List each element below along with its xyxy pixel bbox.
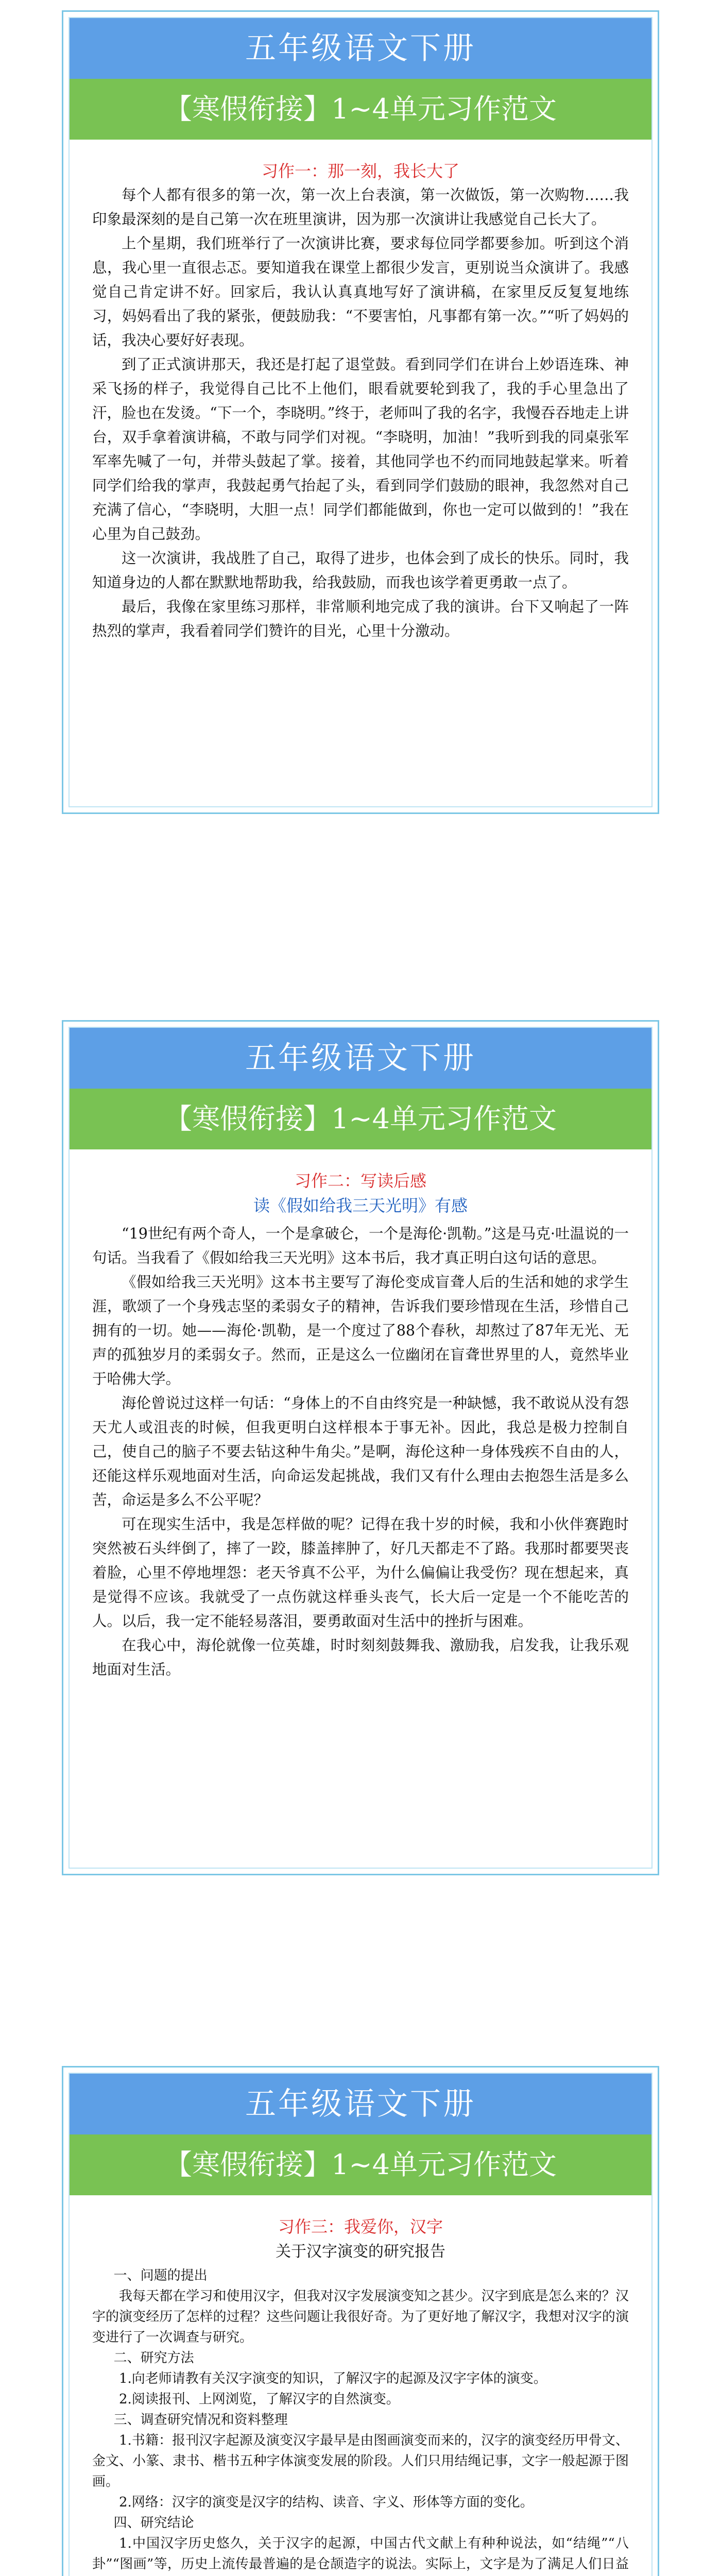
exercise-subtitle: 关于汉字演变的研究报告 bbox=[276, 2243, 445, 2261]
report-paragraph: 1.向老师请教有关汉字演变的知识，了解汉字的起源及汉字字体的演变。 bbox=[119, 2371, 547, 2386]
report-paragraph: 我每天都在学习和使用汉字，但我对汉字发展演变知之甚少。汉字到底是怎么来的？汉字的演变经历了怎样的过程？这些问题让我很好奇。为了更好地了解汉字，我想对汉字的演变进行了一次调查与研究。 bbox=[92, 2289, 629, 2345]
essay-paragraph: 在我心中，海伦就像一位英雄，时时刻刻鼓舞我、激励我，启发我，让我乐观地面对生活。 bbox=[92, 1637, 629, 1678]
card-subtitle: 【寒假衔接】1~4单元习作范文 bbox=[70, 2134, 651, 2195]
card-subtitle: 【寒假衔接】1~4单元习作范文 bbox=[70, 79, 651, 140]
essay-paragraph: 上个星期，我们班举行了一次演讲比赛，要求每位同学都要参加。听到这个消息，我心里一直很忐忑。要知道我在课堂上都很少发言，更别说当众演讲了。我感觉自己肯定讲不好。回家后，我认认真真地写好了演讲稿，在家里反反复复地练习，妈妈看出了我的紧张，便鼓励我：“不要害怕，凡事都有第一次。”“听了妈妈的话，我决心要好好表现。 bbox=[92, 235, 629, 349]
essay-card-2 bbox=[62, 1020, 659, 1875]
card-title: 五年级语文下册 bbox=[70, 1028, 651, 1089]
essay-content bbox=[70, 140, 651, 653]
essay-paragraph: 这一次演讲，我战胜了自己，取得了进步，也体会到了成长的快乐。同时，我知道身边的人都在默默地帮助我，给我鼓励，而我也该学着更勇敢一点了。 bbox=[92, 550, 629, 591]
exercise-label: 习作一：那一刻，我长大了 bbox=[261, 161, 459, 181]
essay-card-1 bbox=[62, 10, 659, 814]
exercise-subtitle: 读《假如给我三天光明》有感 bbox=[253, 1196, 468, 1215]
essay-paragraph: 可在现实生活中，我是怎样做的呢？记得在我十岁的时候，我和小伙伴赛跑时突然被石头绊倒了，摔了一跤，膝盖摔肿了，好几天都走不了路。我那时都要哭丧着脸，心里不停地埋怨：老天爷真不公平，为什么偏偏让我受伤？现在想起来，真是觉得不应该。我就受了一点伤就这样垂头丧气，长大后一定是一个不能吃苦的人。以后，我一定不能轻易落泪，要勇敢面对生活中的挫折与困难。 bbox=[92, 1516, 629, 1630]
card-title: 五年级语文下册 bbox=[70, 18, 651, 79]
exercise-label: 习作三：我爱你，汉字 bbox=[278, 2217, 443, 2236]
essay-paragraph: 每个人都有很多的第一次，第一次上台表演，第一次做饭，第一次购物……我印象最深刻的是自己第一次在班里演讲，因为那一次演讲让我感觉自己长大了。 bbox=[92, 187, 629, 228]
report-paragraph: 1.书籍：报刊汉字起源及演变汉字最早是由图画演变而来的，汉字的演变经历甲骨文、金文、小篆、隶书、楷书五种字体演变发展的阶段。人们只用结绳记事，文字一般起源于图画。 bbox=[92, 2433, 629, 2489]
report-paragraph: 1.中国汉字历史悠久，关于汉字的起源，中国古代文献上有种种说法，如“结绳”“八卦”“图画”等，历史上流传最普遍的是仓颉造字的说法。实际上，文字是为了满足人们日益 bbox=[92, 2536, 629, 2572]
essay-card-3 bbox=[62, 2066, 659, 2576]
essay-paragraph: 《假如给我三天光明》这本书主要写了海伦变成盲聋人后的生活和她的求学生涯，歌颂了一个身残志坚的柔弱女子的精神，告诉我们要珍惜现在生活，珍惜自己拥有的一切。她——海伦·凯勒，是一个度过了88个春秋，却熬过了87年无光、无声的孤独岁月的柔弱女子。然而，正是这么一位幽闭在盲聋世界里的人，竟然毕业于哈佛大学。 bbox=[92, 1274, 629, 1387]
report-section-heading: 二、研究方法 bbox=[113, 2350, 194, 2366]
essay-card-frame bbox=[68, 1027, 653, 1869]
card-subtitle: 【寒假衔接】1~4单元习作范文 bbox=[70, 1089, 651, 1149]
report-section-heading: 一、问题的提出 bbox=[113, 2268, 208, 2283]
essay-content bbox=[70, 2195, 651, 2576]
report-paragraph: 2.阅读报刊、上网浏览，了解汉字的自然演变。 bbox=[119, 2392, 400, 2407]
essay-paragraph: “19世纪有两个奇人，一个是拿破仑，一个是海伦·凯勒。”这是马克·吐温说的一句话。当我看了《假如给我三天光明》这本书后，我才真正明白这句话的意思。 bbox=[92, 1225, 629, 1266]
essay-card-frame bbox=[68, 17, 653, 807]
card-title: 五年级语文下册 bbox=[70, 2074, 651, 2134]
report-section-heading: 三、调查研究情况和资料整理 bbox=[113, 2412, 288, 2428]
essay-paragraph: 最后，我像在家里练习那样，非常顺利地完成了我的演讲。台下又响起了一阵热烈的掌声，我看着同学们赞许的目光，心里十分激动。 bbox=[92, 598, 629, 639]
exercise-label: 习作二：写读后感 bbox=[294, 1171, 426, 1191]
essay-card-frame bbox=[68, 2073, 653, 2576]
essay-paragraph: 到了正式演讲那天，我还是打起了退堂鼓。看到同学们在讲台上妙语连珠、神采飞扬的样子，我觉得自己比不上他们，眼看就要轮到我了，我的手心里急出了汗，脸也在发烫。“下一个，李晓明。”终于，老师叫了我的名字，我慢吞吞地走上讲台，双手拿着演讲稿，不敢与同学们对视。“李晓明，加油！”我听到我的同桌张军军率先喊了一句，并带头鼓起了掌。接着，其他同学也不约而同地鼓起掌来。听着同学们给我的掌声，我鼓起勇气抬起了头，看到同学们鼓励的眼神，我忽然对自己充满了信心，“李晓明，大胆一点！同学们都能做到，你也一定可以做到的！”我在心里为自己鼓劲。 bbox=[92, 356, 629, 543]
report-paragraph: 2.网络：汉字的演变是汉字的结构、读音、字义、形体等方面的变化。 bbox=[119, 2495, 534, 2510]
report-section-heading: 四、研究结论 bbox=[113, 2515, 194, 2531]
essay-content bbox=[70, 1149, 651, 1692]
essay-paragraph: 海伦曾说过这样一句话：“身体上的不自由终究是一种缺憾，我不敢说从没有怨天尤人或沮丧的时候，但我更明白这样根本于事无补。因此，我总是极力控制自己，使自己的脑子不要去钻这种牛角尖。”是啊，海伦这种一身体残疾不自由的人，还能这样乐观地面对生活，向命运发起挑战，我们又有什么理由去抱怨生活是多么苦，命运是多么不公平呢？ bbox=[92, 1395, 629, 1509]
